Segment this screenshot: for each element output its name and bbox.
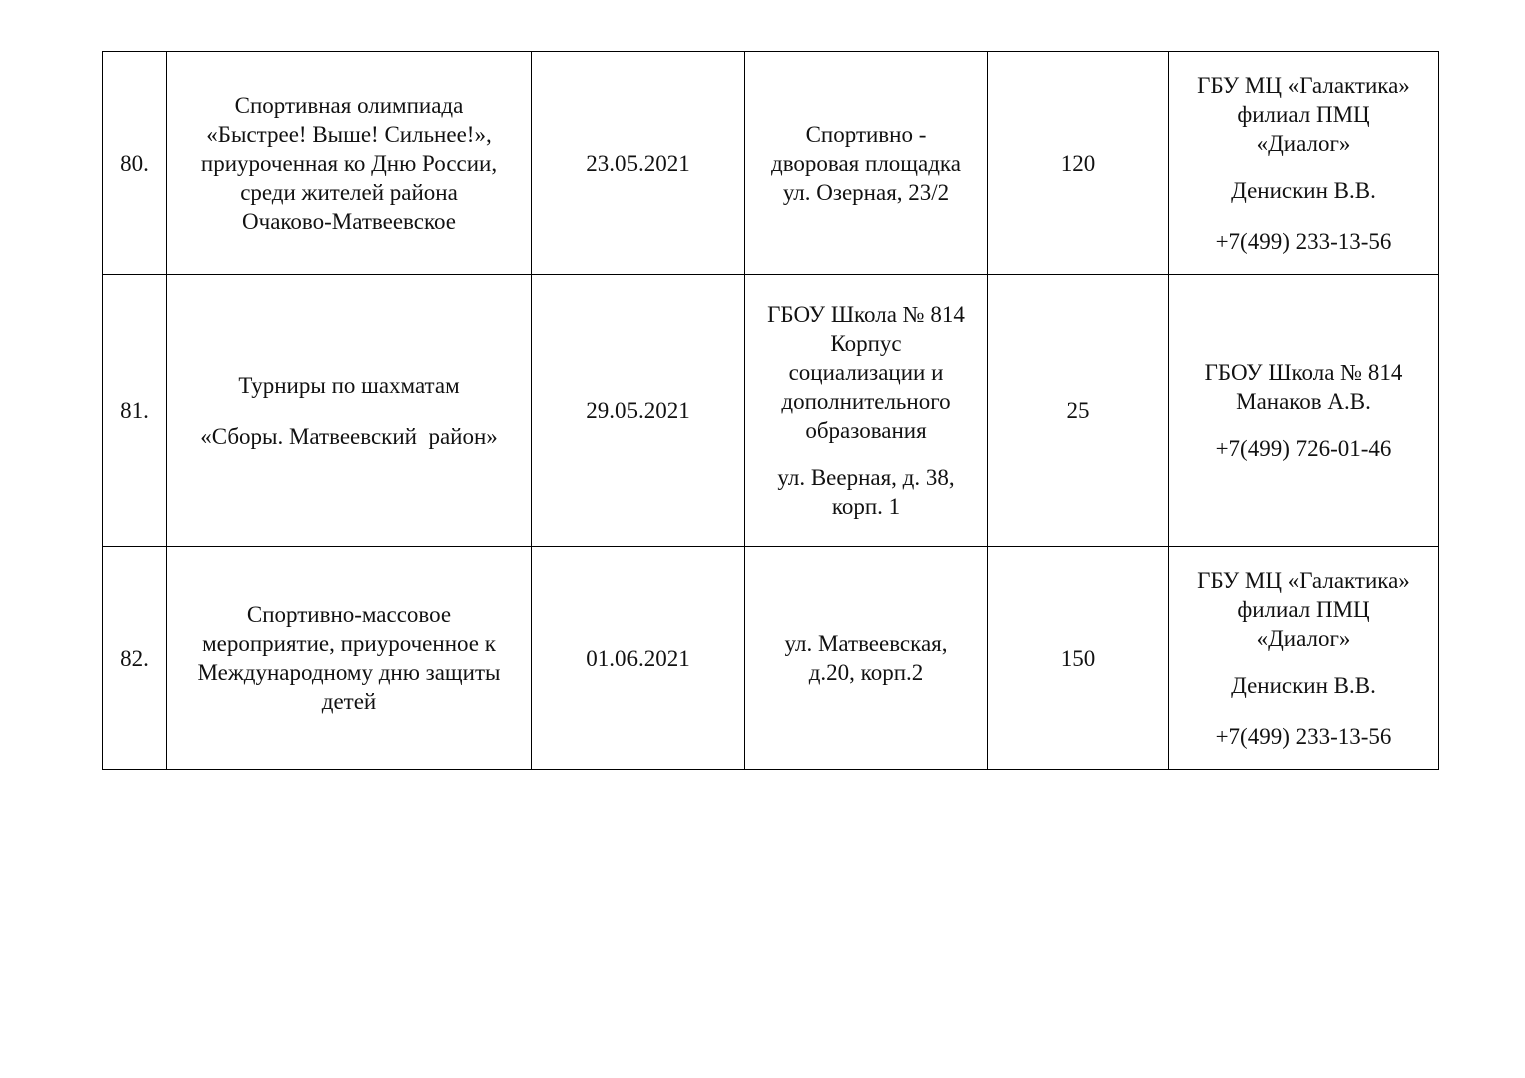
row-number: 80. [103,52,167,275]
participants-count: 150 [988,547,1169,770]
organizer: ГБУ МЦ «Галактика» филиал ПМЦ «Диалог» Денискин В.В. +7(499) 233-13-56 [1169,547,1439,770]
event-date: 01.06.2021 [532,547,745,770]
table-row [103,275,1439,547]
event-title: Спортивная олимпиада «Быстрее! Выше! Сильнее!», приуроченная ко Дню России, среди жителей района Очаково-Матвеевское [167,52,532,275]
organizer: ГБУ МЦ «Галактика» филиал ПМЦ «Диалог» Денискин В.В. +7(499) 233-13-56 [1169,52,1439,275]
event-date: 23.05.2021 [532,52,745,275]
row-number: 81. [103,275,167,547]
table-row [103,547,1439,770]
event-venue: ул. Матвеевская, д.20, корп.2 [745,547,988,770]
organizer: ГБОУ Школа № 814 Манаков А.В. +7(499) 726-01-46 [1169,275,1439,547]
contact-phone: +7(499) 726-01-46 [1215,436,1392,461]
venue-address: ул. Веерная, д. 38, [777,465,955,490]
row-number: 82. [103,547,167,770]
participants-count: 25 [988,275,1169,547]
event-venue: Спортивно - дворовая площадка ул. Озерная, 23/2 [745,52,988,275]
event-title: Спортивно-массовое мероприятие, приуроченное к Международному дню защиты детей [167,547,532,770]
event-venue: ГБОУ Школа № 814 Корпус социализации и дополнительного образования ул. Веерная, д. 38, корп. 1 [745,275,988,547]
table-row [103,52,1439,275]
contact-phone: +7(499) 233-13-56 [1215,228,1392,254]
participants-count: 120 [988,52,1169,275]
contact-name: Денискин В.В. [1231,672,1376,698]
event-title: Турниры по шахматам «Сборы. Матвеевский район» [167,275,532,547]
event-date: 29.05.2021 [532,275,745,547]
contact-name: Денискин В.В. [1231,177,1376,203]
events-table [102,51,1439,770]
contact-phone: +7(499) 233-13-56 [1215,723,1392,749]
